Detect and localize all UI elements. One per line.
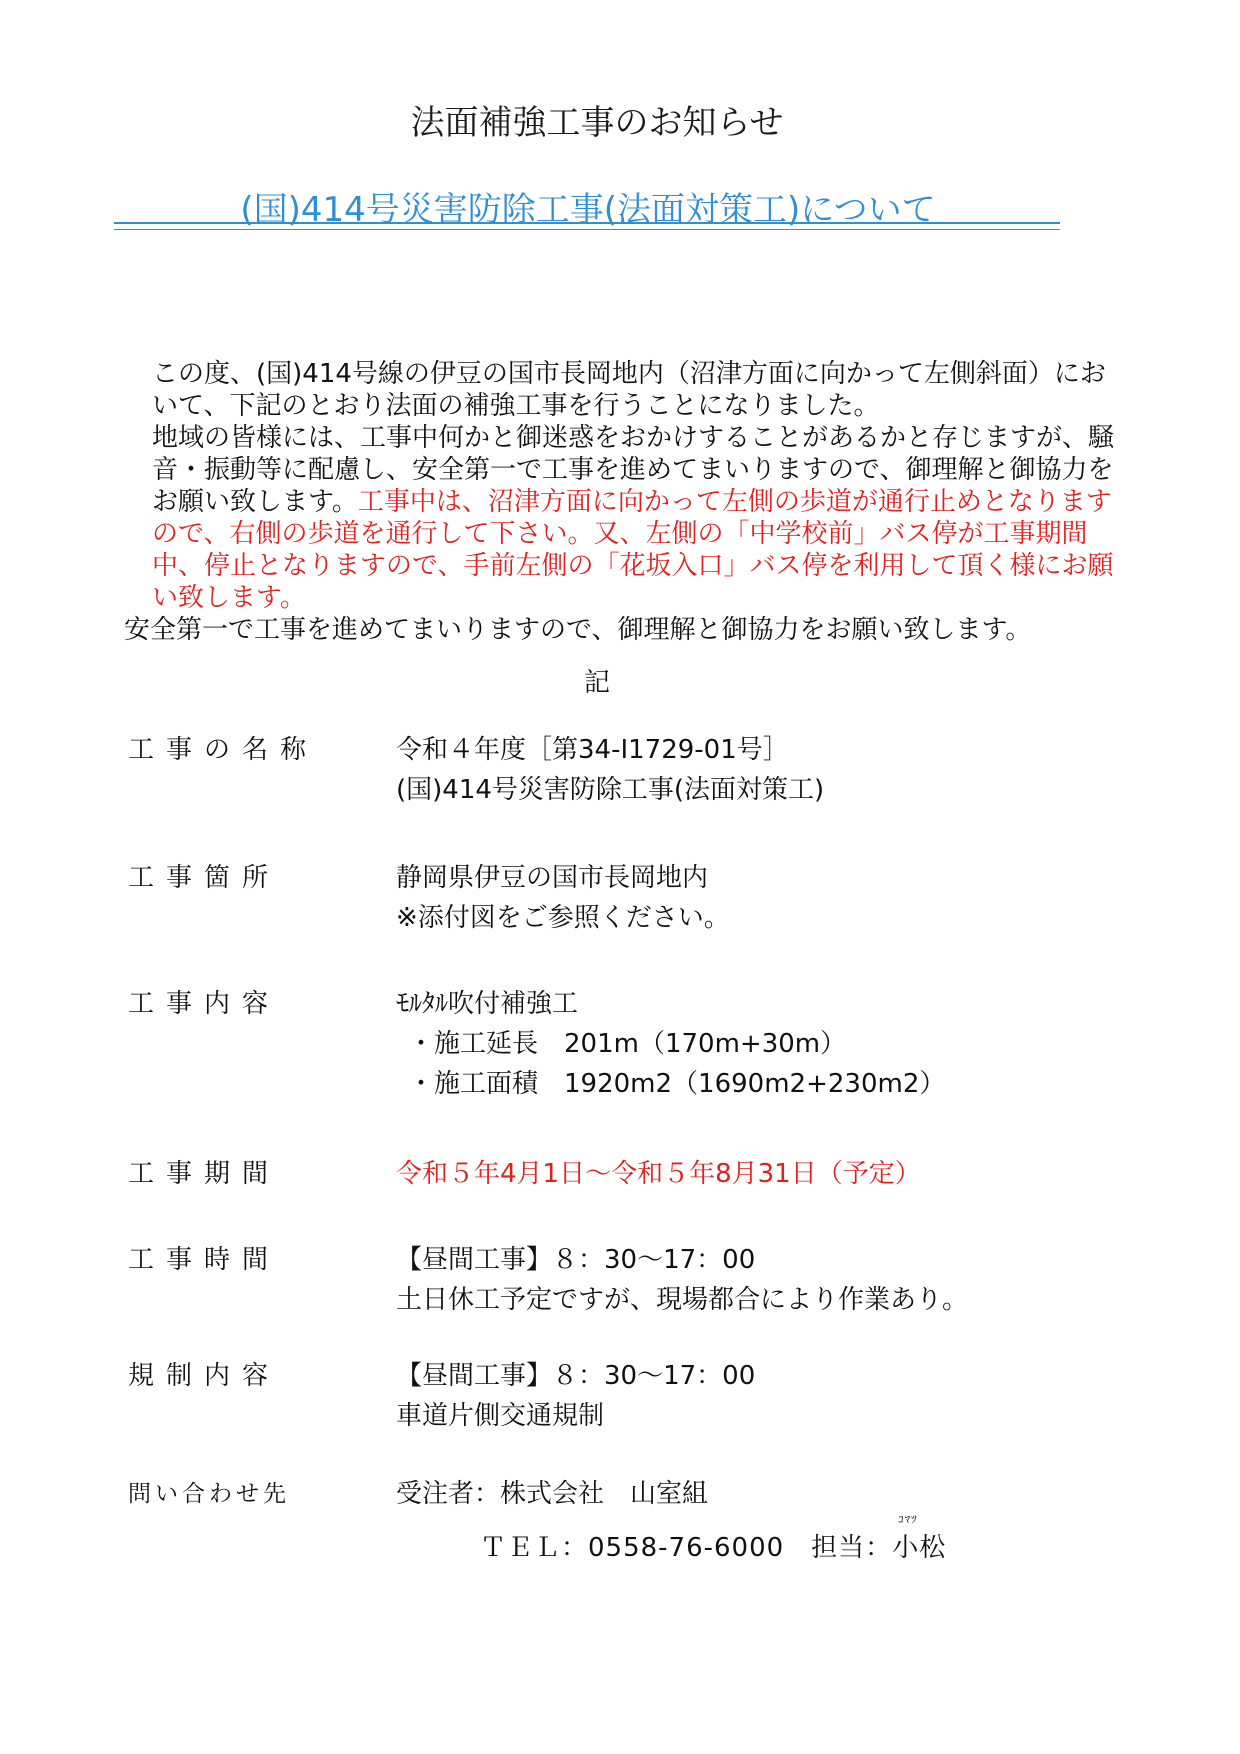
detail-values-hours [396,1240,1146,1320]
detail-label-name: 工事の名称 [128,735,319,765]
contact-person-ruby: ｺﾏﾂ [898,1513,918,1526]
detail-contact-line-1: 受注者：株式会社 山室組 [396,1479,709,1509]
intro-paragraph-2 [124,422,1124,614]
detail-hours-line-2: 土日休工予定ですが、現場都合により作業あり。 [396,1285,969,1315]
intro-section [124,358,1124,646]
detail-name-line-2: (国)414号災害防除工事(法面対策工) [396,775,825,805]
contact-tel-text: ＴＥＬ：0558-76-6000 担当： [480,1533,893,1563]
detail-label-contact: 問い合わせ先 [128,1481,290,1507]
detail-label-regulation: 規制内容 [128,1361,281,1391]
detail-regulation-line-1: 【昼間工事】８：30～17：00 [396,1361,756,1391]
detail-location-line-2: ※添付図をご参照ください。 [396,903,730,933]
detail-contact-tel [396,1513,1146,1568]
detail-location-line-1: 静岡県伊豆の国市長岡地内 [396,863,709,893]
detail-values-content [396,984,1146,1104]
detail-content-line-1: ﾓﾙﾀﾙ吹付補強工 [396,989,579,1019]
detail-regulation-line-2: 車道片側交通規制 [396,1401,605,1431]
detail-content-line-3: ・施工面積 1920m2（1690m2+230m2） [408,1069,946,1099]
detail-values-location [396,858,1146,938]
detail-values-regulation [396,1356,1146,1436]
contact-person-name: 小松 [892,1533,947,1563]
detail-hours-line-1: 【昼間工事】８：30～17：00 [396,1245,756,1275]
detail-values-period [396,1154,1146,1194]
detail-period-line-1: 令和５年4月1日～令和５年8月31日（予定） [396,1159,921,1189]
detail-label-content: 工事内容 [128,989,281,1019]
document-title: 法面補強工事のお知らせ [410,103,784,143]
contact-person [892,1513,947,1568]
intro-warning-text: 工事中は、沼津方面に向かって左側の歩道が通行止めとなりますので、右側の歩道を通行して下さい。又、左側の「中学校前」バス停が工事期間中、停止となりますので、手前左側の「花坂入口」バス停を利用して頂く様にお願い致します。 [152,487,1114,613]
detail-values-name [396,730,1146,810]
subtitle-double-underline [114,222,1060,230]
detail-label-hours: 工事時間 [128,1245,281,1275]
detail-name-line-1: 令和４年度［第34-I1729-01号］ [396,735,789,765]
detail-label-period: 工事期間 [128,1159,281,1189]
detail-label-location: 工事箇所 [128,863,281,893]
ki-heading: 記 [583,668,610,698]
intro-paragraph-1: この度、(国)414号線の伊豆の国市長岡地内（沼津方面に向かって左側斜面）において、下記のとおり法面の補強工事を行うことになりました。 [152,359,1106,421]
detail-values-contact [396,1474,1146,1568]
intro-paragraph-2-text: 地域の皆様には、工事中何かと御迷惑をおかけすることがあるかと存じますが、騒音・振動等に配慮し、安全第一で工事を進めてまいりますので、御理解と御協力をお願い致します。 [152,423,1115,517]
detail-content-line-2: ・施工延長 201m（170m+30m） [408,1029,847,1059]
document-subtitle: (国)414号災害防除工事(法面対策工)について [240,190,936,230]
intro-paragraph-3: 安全第一で工事を進めてまいりますので、御理解と御協力をお願い致します。 [124,615,1032,645]
